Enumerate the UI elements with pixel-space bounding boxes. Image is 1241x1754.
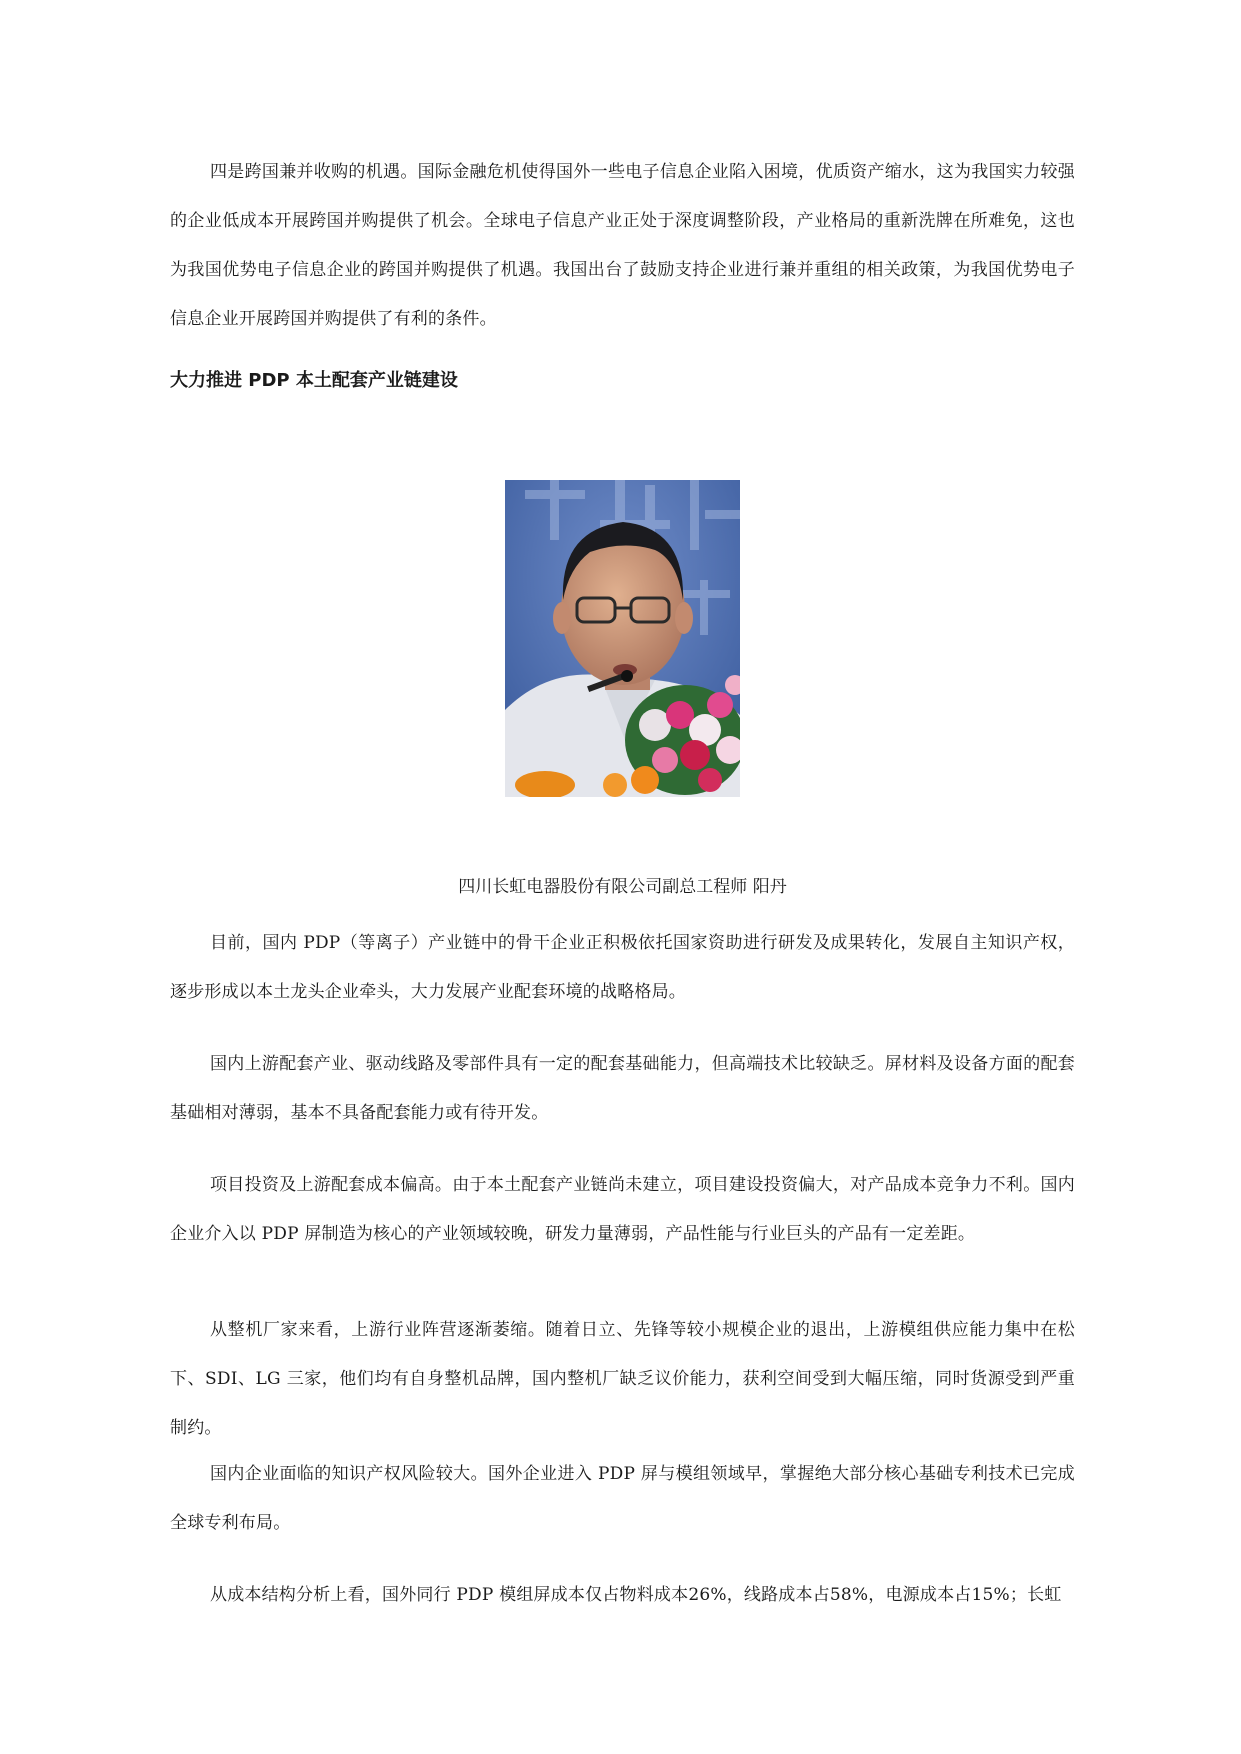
intro-paragraph: 四是跨国兼并收购的机遇。国际金融危机使得国外一些电子信息企业陷入困境，优质资产缩水，这为我国实力较强的企业低成本开展跨国并购提供了机会。全球电子信息产业正处于深度调整阶段，产业格局的重新洗牌在所难免，这也为我国优势电子信息企业的跨国并购提供了机遇。我国出台了鼓励支持企业进行兼并重组的相关政策，为我国优势电子信息企业开展跨国并购提供了有利的条件。: [170, 162, 1075, 329]
body-paragraph-truncated: 从成本结构分析上看，国外同行 PDP 模组屏成本仅占物料成本26%，线路成本占58%，电源成本占15%；长虹: [210, 1585, 1062, 1605]
body-paragraph: 项目投资及上游配套成本偏高。由于本土配套产业链尚未建立，项目建设投资偏大，对产品成本竞争力不利。国内企业介入以 PDP 屏制造为核心的产业领域较晚，研发力量薄弱，产品性能与行业巨头的产品有一定差距。: [170, 1175, 1075, 1244]
cutoff-line-container: [170, 1571, 1075, 1620]
body-paragraph: 国内上游配套产业、驱动线路及零部件具有一定的配套基础能力，但高端技术比较缺乏。屏材料及设备方面的配套基础相对薄弱，基本不具备配套能力或有待开发。: [170, 1054, 1075, 1123]
speaker-photo: [505, 480, 740, 797]
body-paragraph: 国内企业面临的知识产权风险较大。国外企业进入 PDP 屏与模组领域早，掌握绝大部分核心基础专利技术已完成全球专利布局。: [170, 1464, 1075, 1533]
body-paragraph: 从整机厂家来看，上游行业阵营逐渐萎缩。随着日立、先锋等较小规模企业的退出，上游模组供应能力集中在松下、SDI、LG 三家，他们均有自身整机品牌，国内整机厂缺乏议价能力，获利空间受到大幅压缩，同时货源受到严重制约。: [170, 1320, 1075, 1438]
photo-caption: 四川长虹电器股份有限公司副总工程师 阳丹: [458, 877, 787, 897]
section-heading: 大力推进 PDP 本土配套产业链建设: [170, 370, 458, 391]
speaker-portrait-image: [505, 480, 740, 797]
body-paragraph: 目前，国内 PDP（等离子）产业链中的骨干企业正积极依托国家资助进行研发及成果转化，发展自主知识产权，逐步形成以本土龙头企业牵头，大力发展产业配套环境的战略格局。: [170, 933, 1075, 1002]
